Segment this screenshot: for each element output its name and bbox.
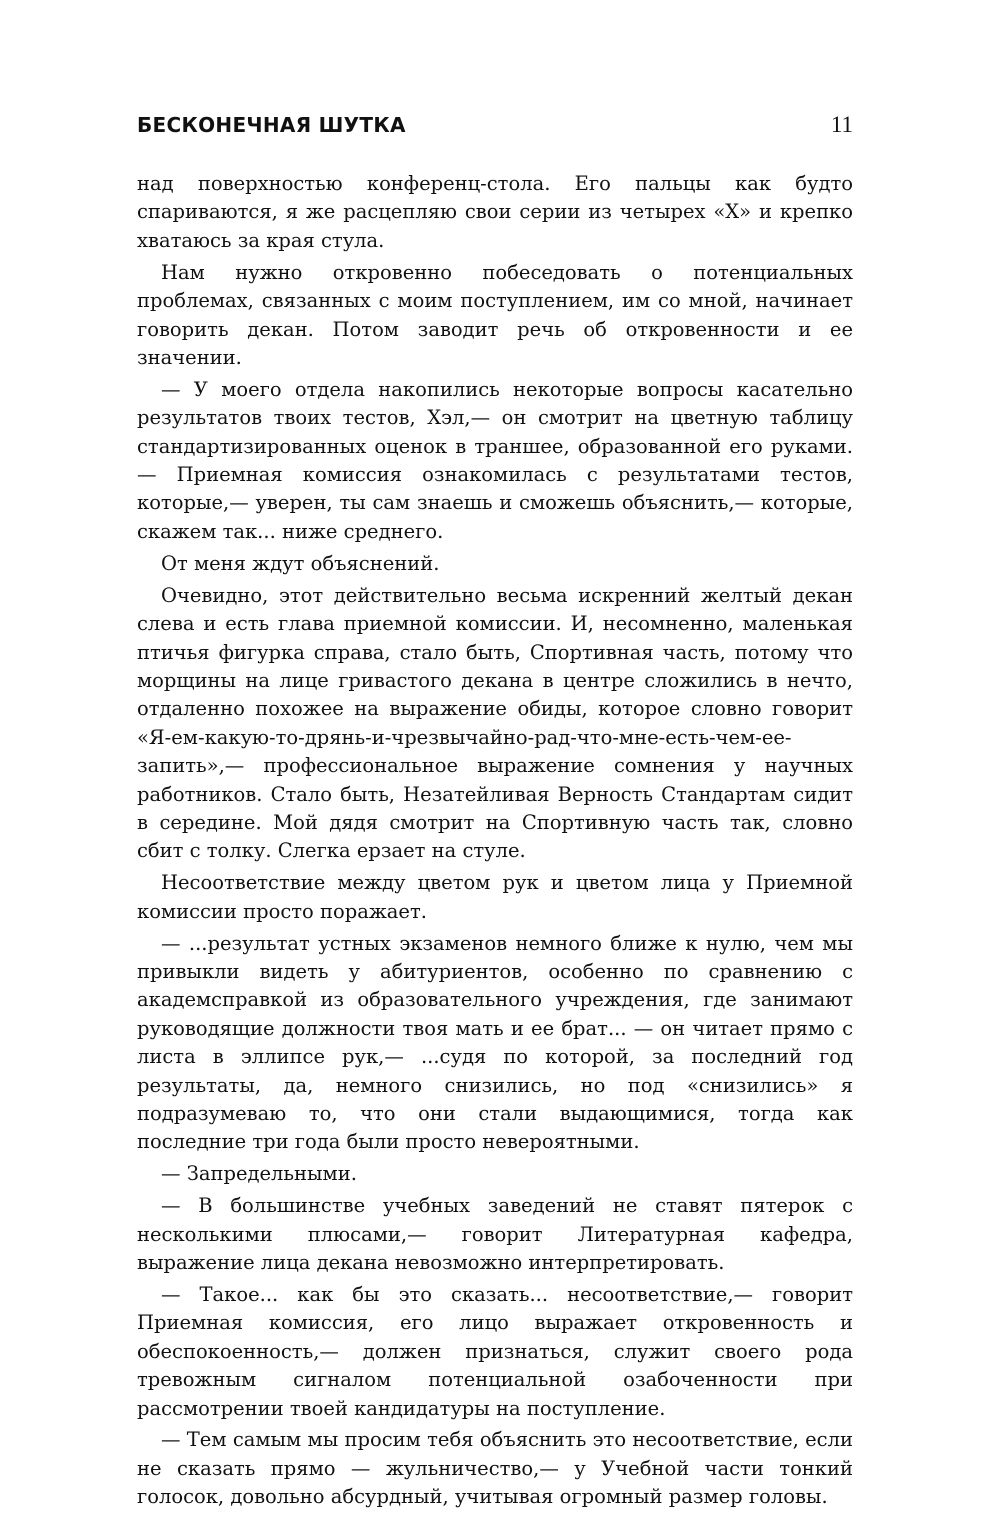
paragraph: От меня ждут объяснений.	[161, 551, 440, 575]
paragraph: — Тем самым мы просим тебя объяснить это несоответствие, если не сказать прямо — жульничество,— у Учебной части тонкий голосок, довольно абсурдный, учитывая огромный размер головы.	[137, 1428, 853, 1509]
paragraph: Нам нужно откровенно побеседовать о потенциальных проблемах, связанных с моим поступлением, им со мной, начинает говорить декан. Потом заводит речь об откровенности и ее значении.	[137, 260, 853, 369]
paragraph: — В большинстве учебных заведений не ставят пятерок с несколькими плюсами,— говорит Литературная кафедра, выражение лица декана невозможно интерпретировать.	[137, 1194, 853, 1275]
body-text	[137, 170, 853, 1515]
paragraph: — У моего отдела накопились некоторые вопросы касательно результатов твоих тестов, Хэл,— он смотрит на цветную таблицу стандартизированных оценок в траншее, образованной его руками.— Приемная комиссия ознакомилась с результатами тестов, которые,— уверен, ты сам знаешь и сможешь объяснить,— которые, скажем так... ниже среднего.	[137, 377, 853, 543]
paragraph: — ...результат устных экзаменов немного ближе к нулю, чем мы привыкли видеть у абитуриентов, особенно по сравнению с академсправкой из образовательного учреждения, где занимают руководящие должности твоя мать и ее брат... — он читает прямо с листа в эллипсе рук,— ...судя по которой, за последний год результаты, да, немного снизились, но под «снизились» я подразумеваю то, что они стали выдающимися, тогда как последние три года были просто невероятными.	[137, 931, 853, 1154]
paragraph: Очевидно, этот действительно весьма искренний желтый декан слева и есть глава приемной комиссии. И, несомненно, маленькая птичья фигурка справа, стало быть, Спортивная часть, потому что морщины на лице гривастого декана в центре сложились в нечто, отдаленно похожее на выражение обиды, которое словно говорит «Я-ем-какую-то-дрянь-и-чрезвычайно-рад-что-мне-есть-чем-ее-запить»,— профессиональное выражение сомнения у научных работников. Стало быть, Незатейливая Верность Стандартам сидит в середине. Мой дядя смотрит на Спортивную часть так, словно сбит с толку. Слегка ерзает на стуле.	[137, 583, 853, 863]
running-head	[137, 112, 853, 148]
running-title: БЕСКОНЕЧНАЯ ШУТКА	[137, 113, 406, 137]
page-number: 11	[830, 112, 853, 137]
paragraph: — Такое... как бы это сказать... несоответствие,— говорит Приемная комиссия, его лицо выражает откровенность и обеспокоенность,— должен признаться, служит своего рода тревожным сигналом потенциальной озабоченности при рассмотрении твоей кандидатуры на поступление.	[137, 1282, 853, 1420]
paragraph: над поверхностью конференц-стола. Его пальцы как будто спариваются, я же расцепляю свои серии из четырех «Х» и крепко хватаюсь за края стула.	[137, 172, 853, 252]
paragraph: — Запредельными.	[161, 1162, 357, 1186]
paragraph: Несоответствие между цветом рук и цветом лица у Приемной комиссии просто поражает.	[137, 871, 853, 923]
